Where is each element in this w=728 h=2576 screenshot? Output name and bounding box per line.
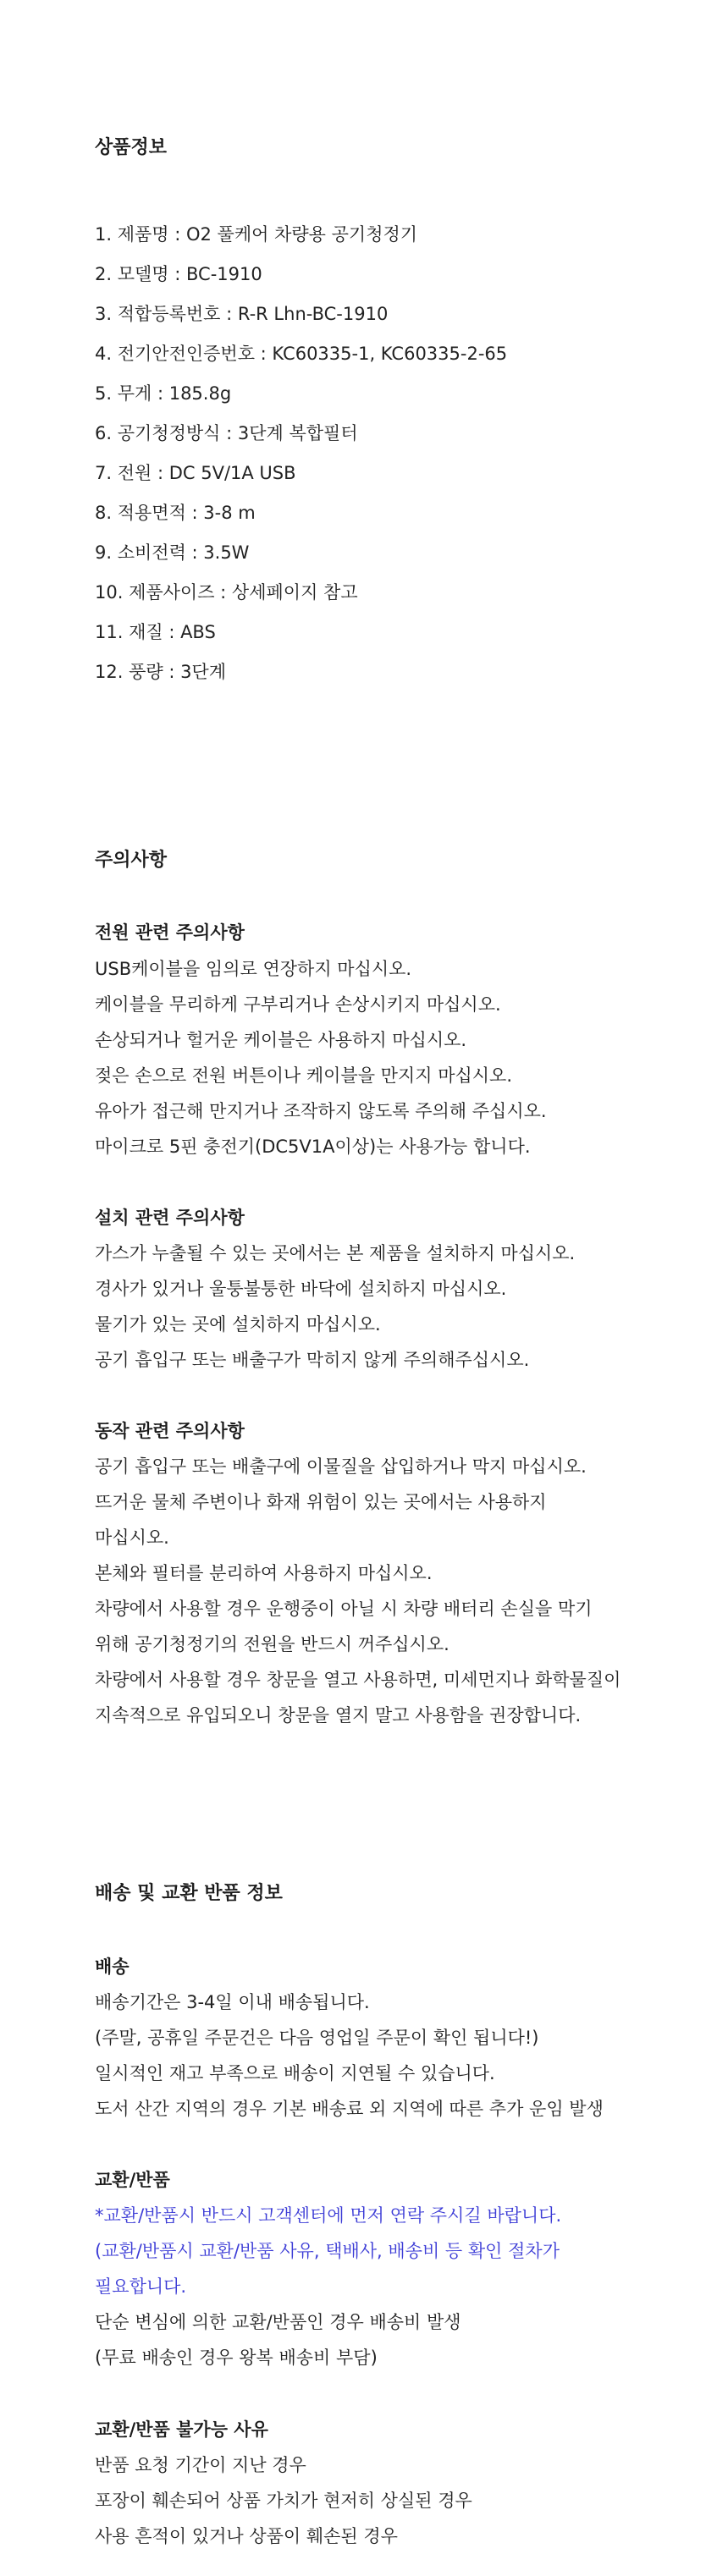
install-caution-line: 공기 흡입구 또는 배출구가 막히지 않게 주의해주십시오.: [95, 1350, 530, 1370]
shipping-title: 배송 및 교환 반품 정보: [95, 1883, 283, 1904]
product-info-item: 4. 전기안전인증번호 : KC60335-1, KC60335-2-65: [95, 344, 508, 364]
not-allowed-line: 포장이 훼손되어 상품 가치가 현저히 상실된 경우: [95, 2491, 472, 2511]
operation-caution-line: 위해 공기청정기의 전원을 반드시 꺼주십시오.: [95, 1634, 449, 1654]
product-info-item: 10. 제품사이즈 : 상세페이지 참고: [95, 582, 358, 603]
operation-caution-heading: 동작 관련 주의사항: [95, 1421, 245, 1441]
not-allowed-line: 반품 요청 기간이 지난 경우: [95, 2455, 306, 2475]
install-caution-line: 경사가 있거나 울퉁불퉁한 바닥에 설치하지 마십시오.: [95, 1279, 507, 1299]
product-info-item: 12. 풍량 : 3단계: [95, 662, 227, 682]
install-caution-line: 물기가 있는 곳에 설치하지 마십시오.: [95, 1314, 381, 1335]
product-info-item: 1. 제품명 : O2 풀케어 차량용 공기청정기: [95, 224, 418, 245]
product-info-item: 3. 적합등록번호 : R-R Lhn-BC-1910: [95, 304, 389, 324]
product-info-item: 6. 공기청정방식 : 3단계 복합필터: [95, 423, 358, 443]
power-caution-line: 케이블을 무리하게 구부리거나 손상시키지 마십시오.: [95, 994, 501, 1015]
product-info-item: 7. 전원 : DC 5V/1A USB: [95, 463, 296, 483]
operation-caution-line: 공기 흡입구 또는 배출구에 이물질을 삽입하거나 막지 마십시오.: [95, 1456, 587, 1477]
product-info-title: 상품정보: [95, 137, 168, 158]
exchange-heading: 교환/반품: [95, 2170, 170, 2190]
power-caution-heading: 전원 관련 주의사항: [95, 922, 245, 943]
delivery-line: 배송기간은 3-4일 이내 배송됩니다.: [95, 1992, 370, 2012]
power-caution-line: 마이크로 5핀 충전기(DC5V1A이상)는 사용가능 합니다.: [95, 1137, 531, 1157]
delivery-line: 도서 산간 지역의 경우 기본 배송료 외 지역에 따른 추가 운임 발생: [95, 2099, 604, 2119]
operation-caution-line: 차량에서 사용할 경우 운행중이 아닐 시 차량 배터리 손실을 막기: [95, 1599, 593, 1619]
operation-caution-line: 차량에서 사용할 경우 창문을 열고 사용하면, 미세먼지나 화학물질이: [95, 1670, 621, 1690]
product-info-item: 2. 모델명 : BC-1910: [95, 264, 262, 284]
product-info-item: 5. 무게 : 185.8g: [95, 383, 232, 404]
power-caution-line: 유아가 접근해 만지거나 조작하지 않도록 주의해 주십시오.: [95, 1101, 547, 1121]
exchange-notice-line: 필요합니다.: [95, 2276, 187, 2297]
product-info-item: 9. 소비전력 : 3.5W: [95, 542, 250, 563]
delivery-line: 일시적인 재고 부족으로 배송이 지연될 수 있습니다.: [95, 2063, 495, 2083]
operation-caution-line: 지속적으로 유입되오니 창문을 열지 말고 사용함을 권장합니다.: [95, 1705, 582, 1726]
cautions-title: 주의사항: [95, 850, 168, 871]
exchange-notice-line: *교환/반품시 반드시 고객센터에 먼저 연락 주시길 바랍니다.: [95, 2205, 562, 2226]
product-info-item: 8. 적용면적 : 3-8 m: [95, 503, 256, 523]
operation-caution-line: 본체와 필터를 분리하여 사용하지 마십시오.: [95, 1563, 433, 1583]
exchange-notice-line: (교환/반품시 교환/반품 사유, 택배사, 배송비 등 확인 절차가: [95, 2241, 560, 2261]
power-caution-line: 손상되거나 헐거운 케이블은 사용하지 마십시오.: [95, 1030, 467, 1050]
exchange-line: (무료 배송인 경우 왕복 배송비 부담): [95, 2348, 378, 2368]
power-caution-line: USB케이블을 임의로 연장하지 마십시오.: [95, 959, 412, 979]
operation-caution-line: 뜨거운 물체 주변이나 화재 위험이 있는 곳에서는 사용하지: [95, 1492, 547, 1512]
install-caution-heading: 설치 관련 주의사항: [95, 1208, 245, 1228]
operation-caution-line: 마십시오.: [95, 1527, 169, 1548]
product-info-item: 11. 재질 : ABS: [95, 622, 216, 642]
power-caution-line: 젖은 손으로 전원 버튼이나 케이블을 만지지 마십시오.: [95, 1065, 513, 1086]
install-caution-line: 가스가 누출될 수 있는 곳에서는 본 제품을 설치하지 마십시오.: [95, 1243, 576, 1263]
not-allowed-line: 사용 흔적이 있거나 상품이 훼손된 경우: [95, 2526, 398, 2546]
not-allowed-heading: 교환/반품 불가능 사유: [95, 2419, 268, 2440]
delivery-line: (주말, 공휴일 주문건은 다음 영업일 주문이 확인 됩니다!): [95, 2028, 539, 2048]
delivery-heading: 배송: [95, 1957, 130, 1977]
exchange-line: 단순 변심에 의한 교환/반품인 경우 배송비 발생: [95, 2312, 461, 2332]
